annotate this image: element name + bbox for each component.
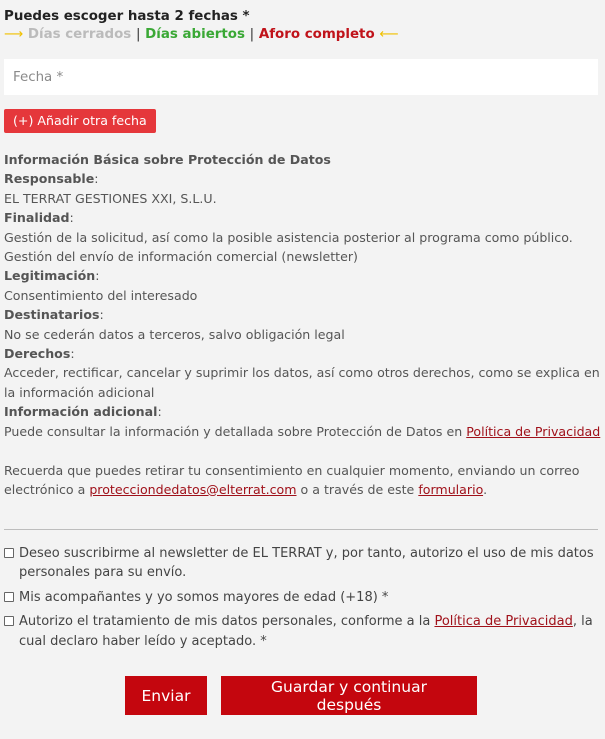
privacy-label-pre: Autorizo el tratamiento de mis datos personales, conforme a la — [19, 614, 431, 630]
responsable-value: EL TERRAT GESTIONES XXI, S.L.U. — [4, 190, 217, 206]
consent-checkboxes — [4, 544, 600, 656]
legend-separator: | — [135, 27, 141, 42]
destinatarios-value: No se cederán datos a terceros, salvo obligación legal — [4, 326, 345, 342]
adults-label: Mis acompañantes y yo somos mayores de edad (+18) * — [19, 589, 389, 605]
newsletter-checkbox[interactable] — [4, 548, 14, 558]
legend-open-days: Días abiertos — [145, 27, 245, 42]
destinatarios-label: Destinatarios — [4, 307, 100, 323]
consent-text: Recuerda que puedes retirar tu consentimiento en cualquier momento, enviando un correo electrónico a — [4, 462, 580, 497]
dates-title: Puedes escoger hasta 2 fechas * — [4, 9, 250, 24]
email-link[interactable]: protecciondedatos@elterrat.com — [89, 481, 297, 497]
arrow-right-icon: ⟶ — [4, 27, 24, 42]
derechos-value: Acceder, rectificar, cancelar y suprimir los datos, así como otros derechos, como se explica en la información adicional — [4, 365, 600, 400]
form-link[interactable]: formulario — [418, 481, 484, 497]
newsletter-label: Deseo suscribirme al newsletter de EL TERRAT y, por tanto, autorizo el uso de mis datos personales para su envío. — [19, 546, 594, 581]
adults-checkbox[interactable] — [4, 592, 14, 602]
privacy-policy-link-2[interactable]: Política de Privacidad — [434, 614, 573, 630]
send-button[interactable]: Enviar — [125, 676, 207, 715]
legend-full-capacity: Aforo completo — [258, 27, 375, 42]
calendar-legend — [4, 27, 399, 42]
consent-text-2: o a través de este — [300, 481, 415, 497]
save-continue-button[interactable]: Guardar y continuar después — [221, 676, 477, 715]
derechos-label: Derechos — [4, 346, 71, 362]
privacy-label-post: , la cual declaro haber leído y aceptado. * — [19, 614, 593, 649]
consent-end: . — [483, 481, 488, 497]
adicional-label: Información adicional — [4, 404, 158, 420]
divider — [4, 529, 598, 530]
adicional-value: Puede consultar la información y detallada sobre Protección de Datos en — [4, 423, 463, 439]
legitimacion-value: Consentimiento del interesado — [4, 287, 198, 303]
consent-notice — [4, 461, 600, 500]
date-input[interactable] — [4, 59, 598, 95]
legend-separator: | — [249, 27, 255, 42]
add-date-button[interactable]: (+) Añadir otra fecha — [4, 109, 156, 133]
privacy-option — [4, 612, 600, 651]
arrow-left-icon: ⟵ — [379, 27, 399, 42]
newsletter-option — [4, 544, 600, 583]
adults-option — [4, 588, 600, 607]
finalidad-label: Finalidad — [4, 210, 70, 226]
privacy-heading: Información Básica sobre Protección de Datos — [4, 152, 331, 167]
legend-closed-days: Días cerrados — [27, 27, 132, 42]
legitimacion-label: Legitimación — [4, 268, 96, 284]
privacy-checkbox[interactable] — [4, 616, 14, 626]
finalidad-value: Gestión de la solicitud, así como la posible asistencia posterior al programa como público. Gestión del envío de información comercial (newsletter) — [4, 229, 573, 265]
privacy-policy-link[interactable]: Política de Privacidad — [466, 423, 601, 439]
privacy-info: Información Básica sobre Protección de Datos Responsable: EL TERRAT GESTIONES XXI, S.L.U. Finalidad: Gestión de la solicitud, así como la posible asistencia posterior al programa como público. Gestión del envío de información comercial (newsletter) Legitimación: Consentimiento del interesado Destinatarios: No se cederán datos a terceros, salvo obligación legal Derechos: Acceder, rectificar, cancelar y suprimir los datos, así como otros derechos, como se explica en la información adicional Información adicional: Puede consultar la información y detallada sobre Protección de Datos en Política de Privacidad Recuerda que puedes retirar tu consentimiento en cualquier momento, enviando un correo electrónico a protecciondedatos@elterrat.com o a través de este formulario. — [4, 150, 600, 499]
responsable-label: Responsable — [4, 171, 95, 187]
